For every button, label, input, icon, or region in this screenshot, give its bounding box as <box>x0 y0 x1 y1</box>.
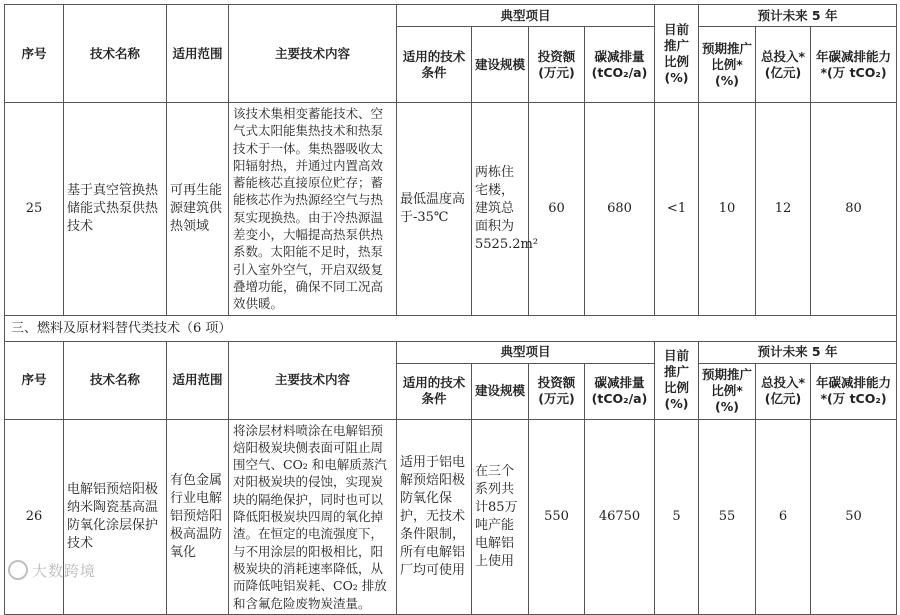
col-header-annual-reduction: 年碳减排能力*(万 tCO₂) <box>811 363 897 419</box>
col-header-main-content: 主要技术内容 <box>229 341 397 419</box>
col-header-tech-name: 技术名称 <box>64 5 167 103</box>
row-annual-reduction: 80 <box>811 103 897 316</box>
row-annual-reduction: 50 <box>811 419 897 614</box>
col-header-investment: 投资额(万元) <box>529 27 585 103</box>
row-carbon: 680 <box>585 103 655 316</box>
col-header-scope: 适用范围 <box>167 5 229 103</box>
row-main-content: 将涂层材料喷涂在电解铝预焙阳极炭块侧表面可阻止周围空气、CO₂ 和电解质蒸汽对阳极炭块的侵蚀，实现炭块的隔绝保护，同时也可以降低阳极炭块四周的氧化掉渣。在恒定的电流强度下，与不用涂层的阳极相比，阳极炭块的消耗速率降低，从而降低吨铝炭耗、CO₂ 排放和含氟危险废物炭渣量。 <box>229 419 397 614</box>
col-header-forecast: 预计未来 5 年 <box>699 5 897 27</box>
row-expected-ratio: 10 <box>699 103 756 316</box>
col-header-scale: 建设规模 <box>472 363 529 419</box>
watermark <box>8 560 96 581</box>
row-tech-name: 电解铝预焙阳极纳米陶瓷基高温防氧化涂层保护技术 <box>64 419 167 614</box>
row-current-ratio: <1 <box>655 103 699 316</box>
col-header-forecast: 预计未来 5 年 <box>699 341 897 363</box>
col-header-seq: 序号 <box>5 5 64 103</box>
row-scale: 在三个系列共计85万吨产能电解铝上使用 <box>472 419 529 614</box>
col-header-investment: 投资额(万元) <box>529 363 585 419</box>
col-header-total-investment: 总投入*(亿元) <box>756 363 811 419</box>
table-row <box>5 103 897 316</box>
row-tech-name: 基于真空管换热储能式热泵供热技术 <box>64 103 167 316</box>
section-title: 三、燃料及原材料替代类技术（6 项） <box>5 315 897 341</box>
watermark-text: 大数跨境 <box>32 562 97 580</box>
row-investment: 60 <box>529 103 585 316</box>
row-scope: 可再生能源建筑供热领域 <box>167 103 229 316</box>
row-current-ratio: 5 <box>655 419 699 614</box>
col-header-carbon: 碳减排量(tCO₂/a) <box>585 363 655 419</box>
watermark-logo-icon <box>8 560 28 580</box>
table-row <box>5 419 897 614</box>
col-header-annual-reduction: 年碳减排能力*(万 tCO₂) <box>811 27 897 103</box>
row-expected-ratio: 55 <box>699 419 756 614</box>
row-main-content: 该技术集相变蓄能技术、空气式太阳能集热技术和热泵技术于一体。集热器吸收太阳辐射热，并通过内置高效蓄能核芯直接原位贮存；蓄能核芯作为热源经空气与热泵实现换热。由于冷热源温差变小，大幅提高热泵供热系数。太阳能不足时，热泵引入室外空气，开启双级复叠增功能，确保不同工况高效供暖。 <box>229 103 397 316</box>
row-seq: 26 <box>5 419 64 614</box>
col-header-scale: 建设规模 <box>472 27 529 103</box>
col-header-conditions: 适用的技术条件 <box>397 27 472 103</box>
row-seq: 25 <box>5 103 64 316</box>
row-scale: 两栋住宅楼，建筑总面积为5525.2m² <box>472 103 529 316</box>
col-header-expected-ratio: 预期推广比例*(%) <box>699 27 756 103</box>
col-header-tech-name: 技术名称 <box>64 341 167 419</box>
col-header-main-content: 主要技术内容 <box>229 5 397 103</box>
row-total-investment: 12 <box>756 103 811 316</box>
row-total-investment: 6 <box>756 419 811 614</box>
row-conditions: 最低温度高于-35℃ <box>397 103 472 316</box>
row-scope: 有色金属行业电解铝预焙阳极高温防氧化 <box>167 419 229 614</box>
col-header-typical-project: 典型项目 <box>397 341 655 363</box>
col-header-typical-project: 典型项目 <box>397 5 655 27</box>
row-conditions: 适用于铝电解预焙阳极防氧化保护，无技术条件限制，所有电解铝厂均可使用 <box>397 419 472 614</box>
col-header-seq: 序号 <box>5 341 64 419</box>
col-header-scope: 适用范围 <box>167 341 229 419</box>
technology-table <box>4 4 897 615</box>
col-header-conditions: 适用的技术条件 <box>397 363 472 419</box>
row-investment: 550 <box>529 419 585 614</box>
row-carbon: 46750 <box>585 419 655 614</box>
col-header-carbon: 碳减排量(tCO₂/a) <box>585 27 655 103</box>
col-header-total-investment: 总投入*(亿元) <box>756 27 811 103</box>
col-header-current-ratio: 目前推广比例(%) <box>655 341 699 419</box>
col-header-expected-ratio: 预期推广比例*(%) <box>699 363 756 419</box>
col-header-current-ratio: 目前推广比例(%) <box>655 5 699 103</box>
